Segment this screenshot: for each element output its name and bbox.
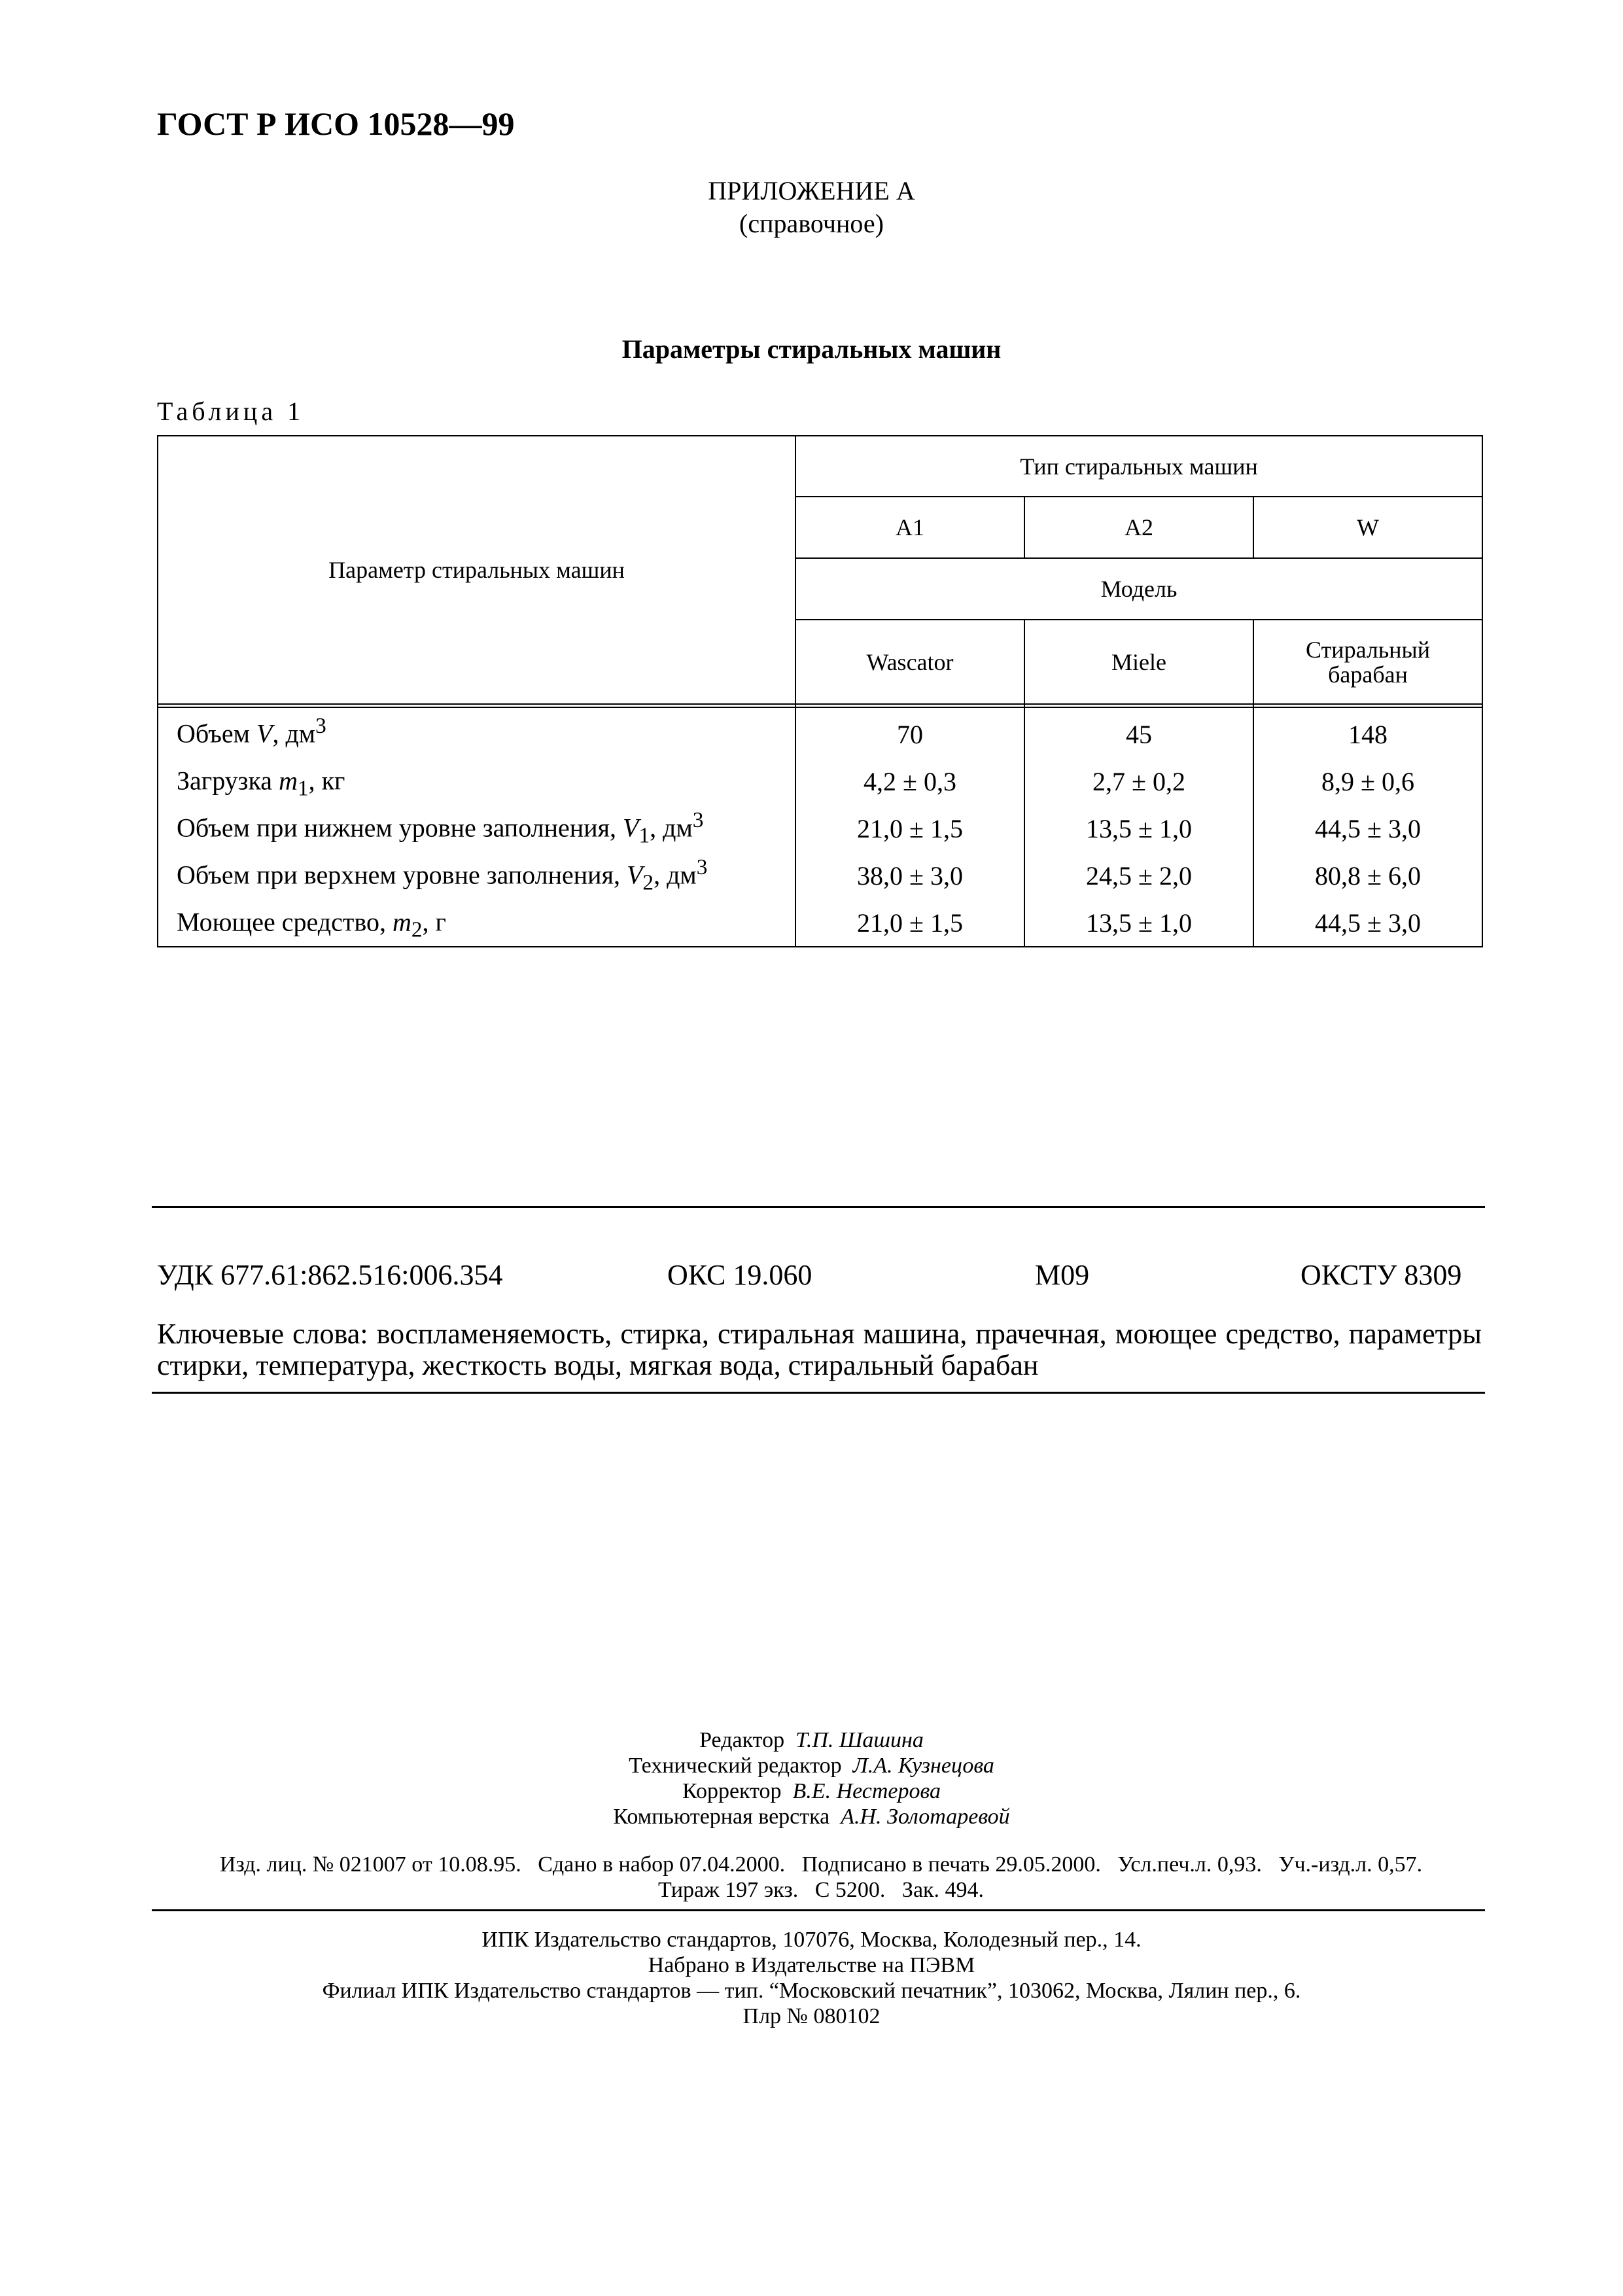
type-header: Тип стиральных машин <box>795 436 1482 497</box>
publisher-line: Филиал ИПК Издательство стандартов — тип. “Московский печатник”, 103062, Москва, Лялин пер., 6. <box>322 1979 1301 2003</box>
row-label: Объем при нижнем уровне заполнения, $V_1$, $дм^3$ <box>158 805 795 852</box>
model-header: Модель <box>795 558 1482 620</box>
param-header: Параметр стиральных машин <box>158 436 795 704</box>
cell-value: 38,0 ± 3,0 <box>795 852 1024 899</box>
credit-line: Редактор Т.П. Шашина <box>699 1728 924 1752</box>
cell-value: 21,0 ± 1,5 <box>795 805 1024 852</box>
cell-value: 24,5 ± 2,0 <box>1024 852 1253 899</box>
table-row <box>158 758 1482 805</box>
cell-value: 2,7 ± 0,2 <box>1024 758 1253 805</box>
divider-publisher <box>152 1909 1485 1911</box>
row-label: Загрузка $m_1$, кг <box>158 758 795 805</box>
row-label: Объем V, $дм^3$ <box>158 707 795 758</box>
m-code: М09 <box>1035 1259 1090 1291</box>
cell-value: 45 <box>1024 707 1253 758</box>
publisher-line: ИПК Издательство стандартов, 107076, Москва, Колодезный пер., 14. <box>481 1928 1142 1952</box>
credits-block <box>0 1727 1623 1829</box>
publisher-line: Набрано в Издательстве на ПЭВМ <box>648 1953 975 1977</box>
udk-code: УДК 677.61:862.516:006.354 <box>157 1259 503 1291</box>
appendix-subtitle: (справочное) <box>739 209 884 238</box>
row-label: Моющее средство, $m_2$, г <box>158 899 795 947</box>
oks-code: ОКС 19.060 <box>667 1259 812 1291</box>
credit-line: Компьютерная верстка А.Н. Золотаревой <box>613 1805 1010 1829</box>
cell-value: 70 <box>795 707 1024 758</box>
table-caption: Таблица 1 <box>157 397 305 426</box>
print-info-line: Изд. лиц. № 021007 от 10.08.95. Сдано в набор 07.04.2000. Подписано в печать 29.05.2000. Усл.печ.л. 0,93. Уч.-изд.л. 0,57. <box>219 1852 1423 1877</box>
table-row <box>158 805 1482 852</box>
credit-line: Корректор В.Е. Нестерова <box>682 1779 941 1803</box>
cell-value: 8,9 ± 0,6 <box>1253 758 1482 805</box>
cell-value: 44,5 ± 3,0 <box>1253 805 1482 852</box>
appendix-title: ПРИЛОЖЕНИЕ А <box>708 176 915 205</box>
parameters-table <box>157 435 1483 947</box>
divider-keywords <box>152 1392 1485 1394</box>
cell-value: 148 <box>1253 707 1482 758</box>
model-wascator: Wascator <box>795 620 1024 704</box>
cell-value: 4,2 ± 0,3 <box>795 758 1024 805</box>
table-row <box>158 852 1482 899</box>
okstu-code: ОКСТУ 8309 <box>1300 1259 1462 1291</box>
keywords: Ключевые слова: воспламеняемость, стирка, стиральная машина, прачечная, моющее средство, параметры стирки, температура, жесткость воды, мягкая вода, стиральный барабан <box>157 1318 1482 1381</box>
credit-line: Технический редактор Л.А. Кузнецова <box>629 1754 994 1778</box>
cell-value: 44,5 ± 3,0 <box>1253 899 1482 947</box>
cell-value: 80,8 ± 6,0 <box>1253 852 1482 899</box>
document-code: ГОСТ Р ИСО 10528—99 <box>157 105 515 142</box>
divider-top <box>152 1206 1485 1208</box>
type-w: W <box>1253 497 1482 558</box>
row-label: Объем при верхнем уровне заполнения, $V_2$, $дм^3$ <box>158 852 795 899</box>
table-row <box>158 707 1482 758</box>
print-info <box>157 1852 1485 1903</box>
type-a1: A1 <box>795 497 1024 558</box>
print-info-line: Тираж 197 экз. С 5200. Зак. 494. <box>657 1878 985 1902</box>
table-row <box>158 899 1482 947</box>
cell-value: 13,5 ± 1,0 <box>1024 899 1253 947</box>
section-title: Параметры стиральных машин <box>621 334 1002 364</box>
model-drum-label: Стиральный барабан <box>1306 636 1430 688</box>
cell-value: 13,5 ± 1,0 <box>1024 805 1253 852</box>
type-a2: A2 <box>1024 497 1253 558</box>
publisher-line: Плр № 080102 <box>742 2004 881 2028</box>
model-miele: Miele <box>1024 620 1253 704</box>
cell-value: 21,0 ± 1,5 <box>795 899 1024 947</box>
publisher-block <box>0 1927 1623 2029</box>
model-drum <box>1253 620 1482 704</box>
